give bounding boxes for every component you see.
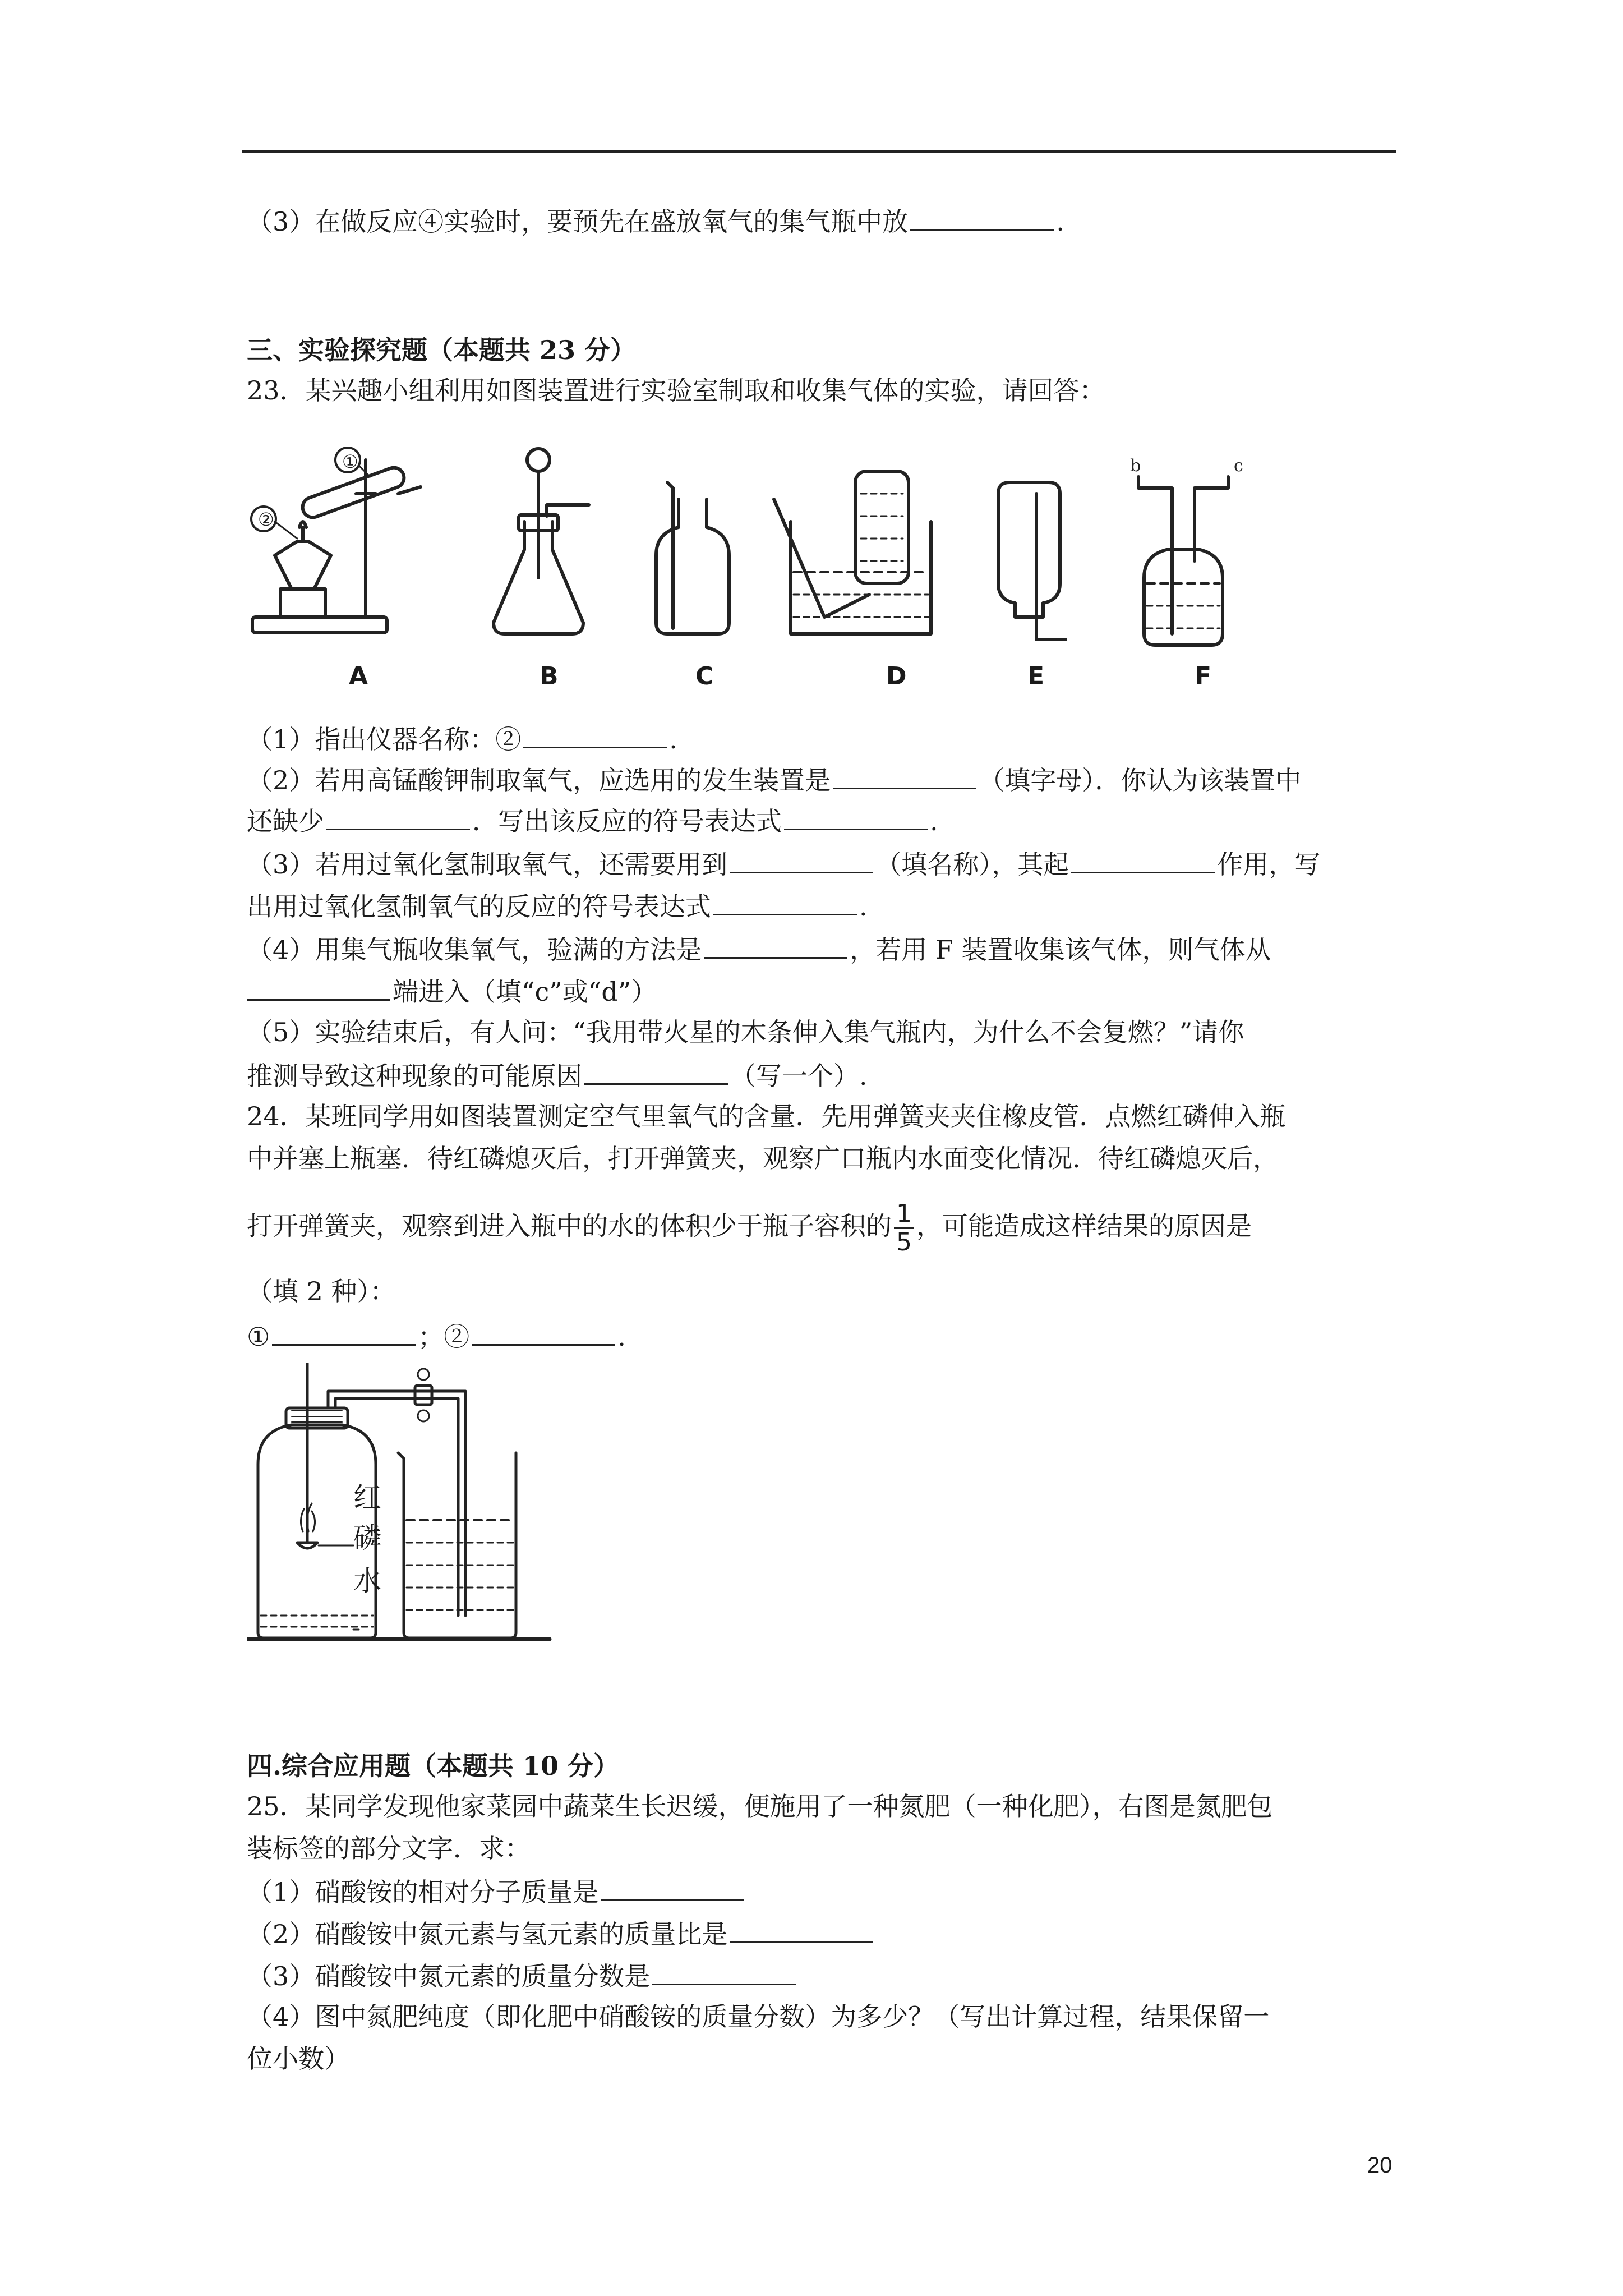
answer-blank[interactable] [704,931,847,959]
apparatus-a [251,448,421,633]
q24-line2: 中并塞上瓶塞．待红磷熄灭后，打开弹簧夹，观察广口瓶内水面变化情况．待红磷熄灭后， [247,1143,1279,1174]
label-d: D [886,662,907,691]
q22-part3: （3）在做反应④实验时，要预先在盛放氧气的集气瓶中放 . [247,203,1064,238]
q25-part1: （1）硝酸铵的相对分子质量是 [247,1874,746,1909]
section3-title: 三、实验探究题（本题共 23 分） [247,335,637,365]
answer-blank[interactable] [272,1318,416,1346]
q25-line1: 25．某同学发现他家菜园中蔬菜生长迟缓，便施用了一种氮肥（一种化肥），右图是氮肥包 [247,1791,1273,1821]
answer-blank[interactable] [784,803,928,830]
q25-part2: （2）硝酸铵中氮元素与氢元素的质量比是 [247,1916,875,1951]
q23-part2-line1: （2）若用高锰酸钾制取氧气，应选用的发生装置是 （填字母）．你认为该装置中 [247,762,1301,797]
label-c: C [695,662,714,691]
apparatus-e [998,482,1066,639]
q23-stem: 23．某兴趣小组利用如图装置进行实验室制取和收集气体的实验，请回答： [247,375,1105,406]
q23-part3-line1: （3）若用过氧化氢制取氧气，还需要用到 （填名称），其起 作用，写 [247,846,1320,881]
q23-part4-line2: 端进入（填“c”或“d”） [247,973,657,1009]
label-e: E [1027,662,1045,691]
answer-blank[interactable] [910,203,1054,231]
q23-part1: （1）指出仪器名称：② . [247,721,677,756]
marker-1: ① [342,451,358,472]
answer-blank[interactable] [472,1318,615,1346]
answer-blank[interactable] [584,1057,728,1085]
q24-line4: （填 2 种）： [247,1276,396,1306]
answer-blank[interactable] [713,888,857,915]
label-phosphorus: 磷 [353,1522,381,1554]
q24-line1: 24．某班同学用如图装置测定空气里氧气的含量．先用弹簧夹夹住橡皮管．点燃红磷伸入瓶 [247,1101,1286,1131]
page-number: 20 [1367,2153,1393,2178]
q25-part4-line1: （4）图中氮肥纯度（即化肥中硝酸铵的质量分数）为多少？（写出计算过程，结果保留一 [247,2001,1270,2032]
answer-blank[interactable] [833,762,976,789]
fraction-one-fifth: $\frac{1}{5}$ [894,1200,914,1256]
q23-part4-line1: （4）用集气瓶收集氧气，验满的方法是 ，若用 F 装置收集该气体，则气体从 [247,931,1271,967]
apparatus-b [494,449,589,634]
label-red: 红 [353,1481,381,1514]
q24-line3: 打开弹簧夹，观察到进入瓶中的水的体积少于瓶子容积的 $\frac{1}{5}$ ，可能造成这样结果的原因是 [247,1199,1252,1257]
answer-blank[interactable] [1071,846,1215,873]
q24-answers: ① ；② . [247,1318,626,1354]
apparatus-d [774,471,931,634]
answer-blank[interactable] [601,1874,744,1901]
port-c-label: c [1234,456,1243,476]
label-b: B [540,662,559,691]
q25-part3: （3）硝酸铵中氮元素的质量分数是 [247,1958,798,1993]
q22-part3-text: （3）在做反应④实验时，要预先在盛放氧气的集气瓶中放 [247,206,909,237]
lab-apparatus-figure [241,426,1295,696]
answer-blank[interactable] [730,846,873,873]
label-f: F [1195,662,1212,691]
answer-blank[interactable] [730,1916,873,1943]
q23-part2-line2: 还缺少 ．写出该反应的符号表达式 . [247,803,938,838]
label-water: 水 [353,1565,381,1597]
label-a: A [349,662,368,691]
q25-line2: 装标签的部分文字．求： [247,1833,531,1864]
answer-blank[interactable] [247,973,390,1001]
q23-part5-line2: 推测导致这种现象的可能原因 （写一个）. [247,1057,868,1093]
section4-title: 四.综合应用题（本题共 10 分） [247,1751,620,1781]
answer-blank[interactable] [326,803,470,830]
q23-part5-line1: （5）实验结束后，有人问：“我用带火星的木条伸入集气瓶内，为什么不会复燃？”请你 [247,1017,1244,1047]
apparatus-c [656,482,729,634]
marker-2: ② [258,509,274,530]
q25-part4-line2: 位小数） [247,2044,350,2074]
port-b-label: b [1130,456,1141,476]
header-rule [242,150,1396,153]
red-phosphorus-apparatus-figure [247,1363,561,1644]
answer-blank[interactable] [523,721,667,748]
apparatus-f [1130,456,1243,645]
answer-blank[interactable] [652,1958,796,1985]
q23-part3-line2: 出用过氧化氢制氧气的反应的符号表达式 . [247,888,868,923]
